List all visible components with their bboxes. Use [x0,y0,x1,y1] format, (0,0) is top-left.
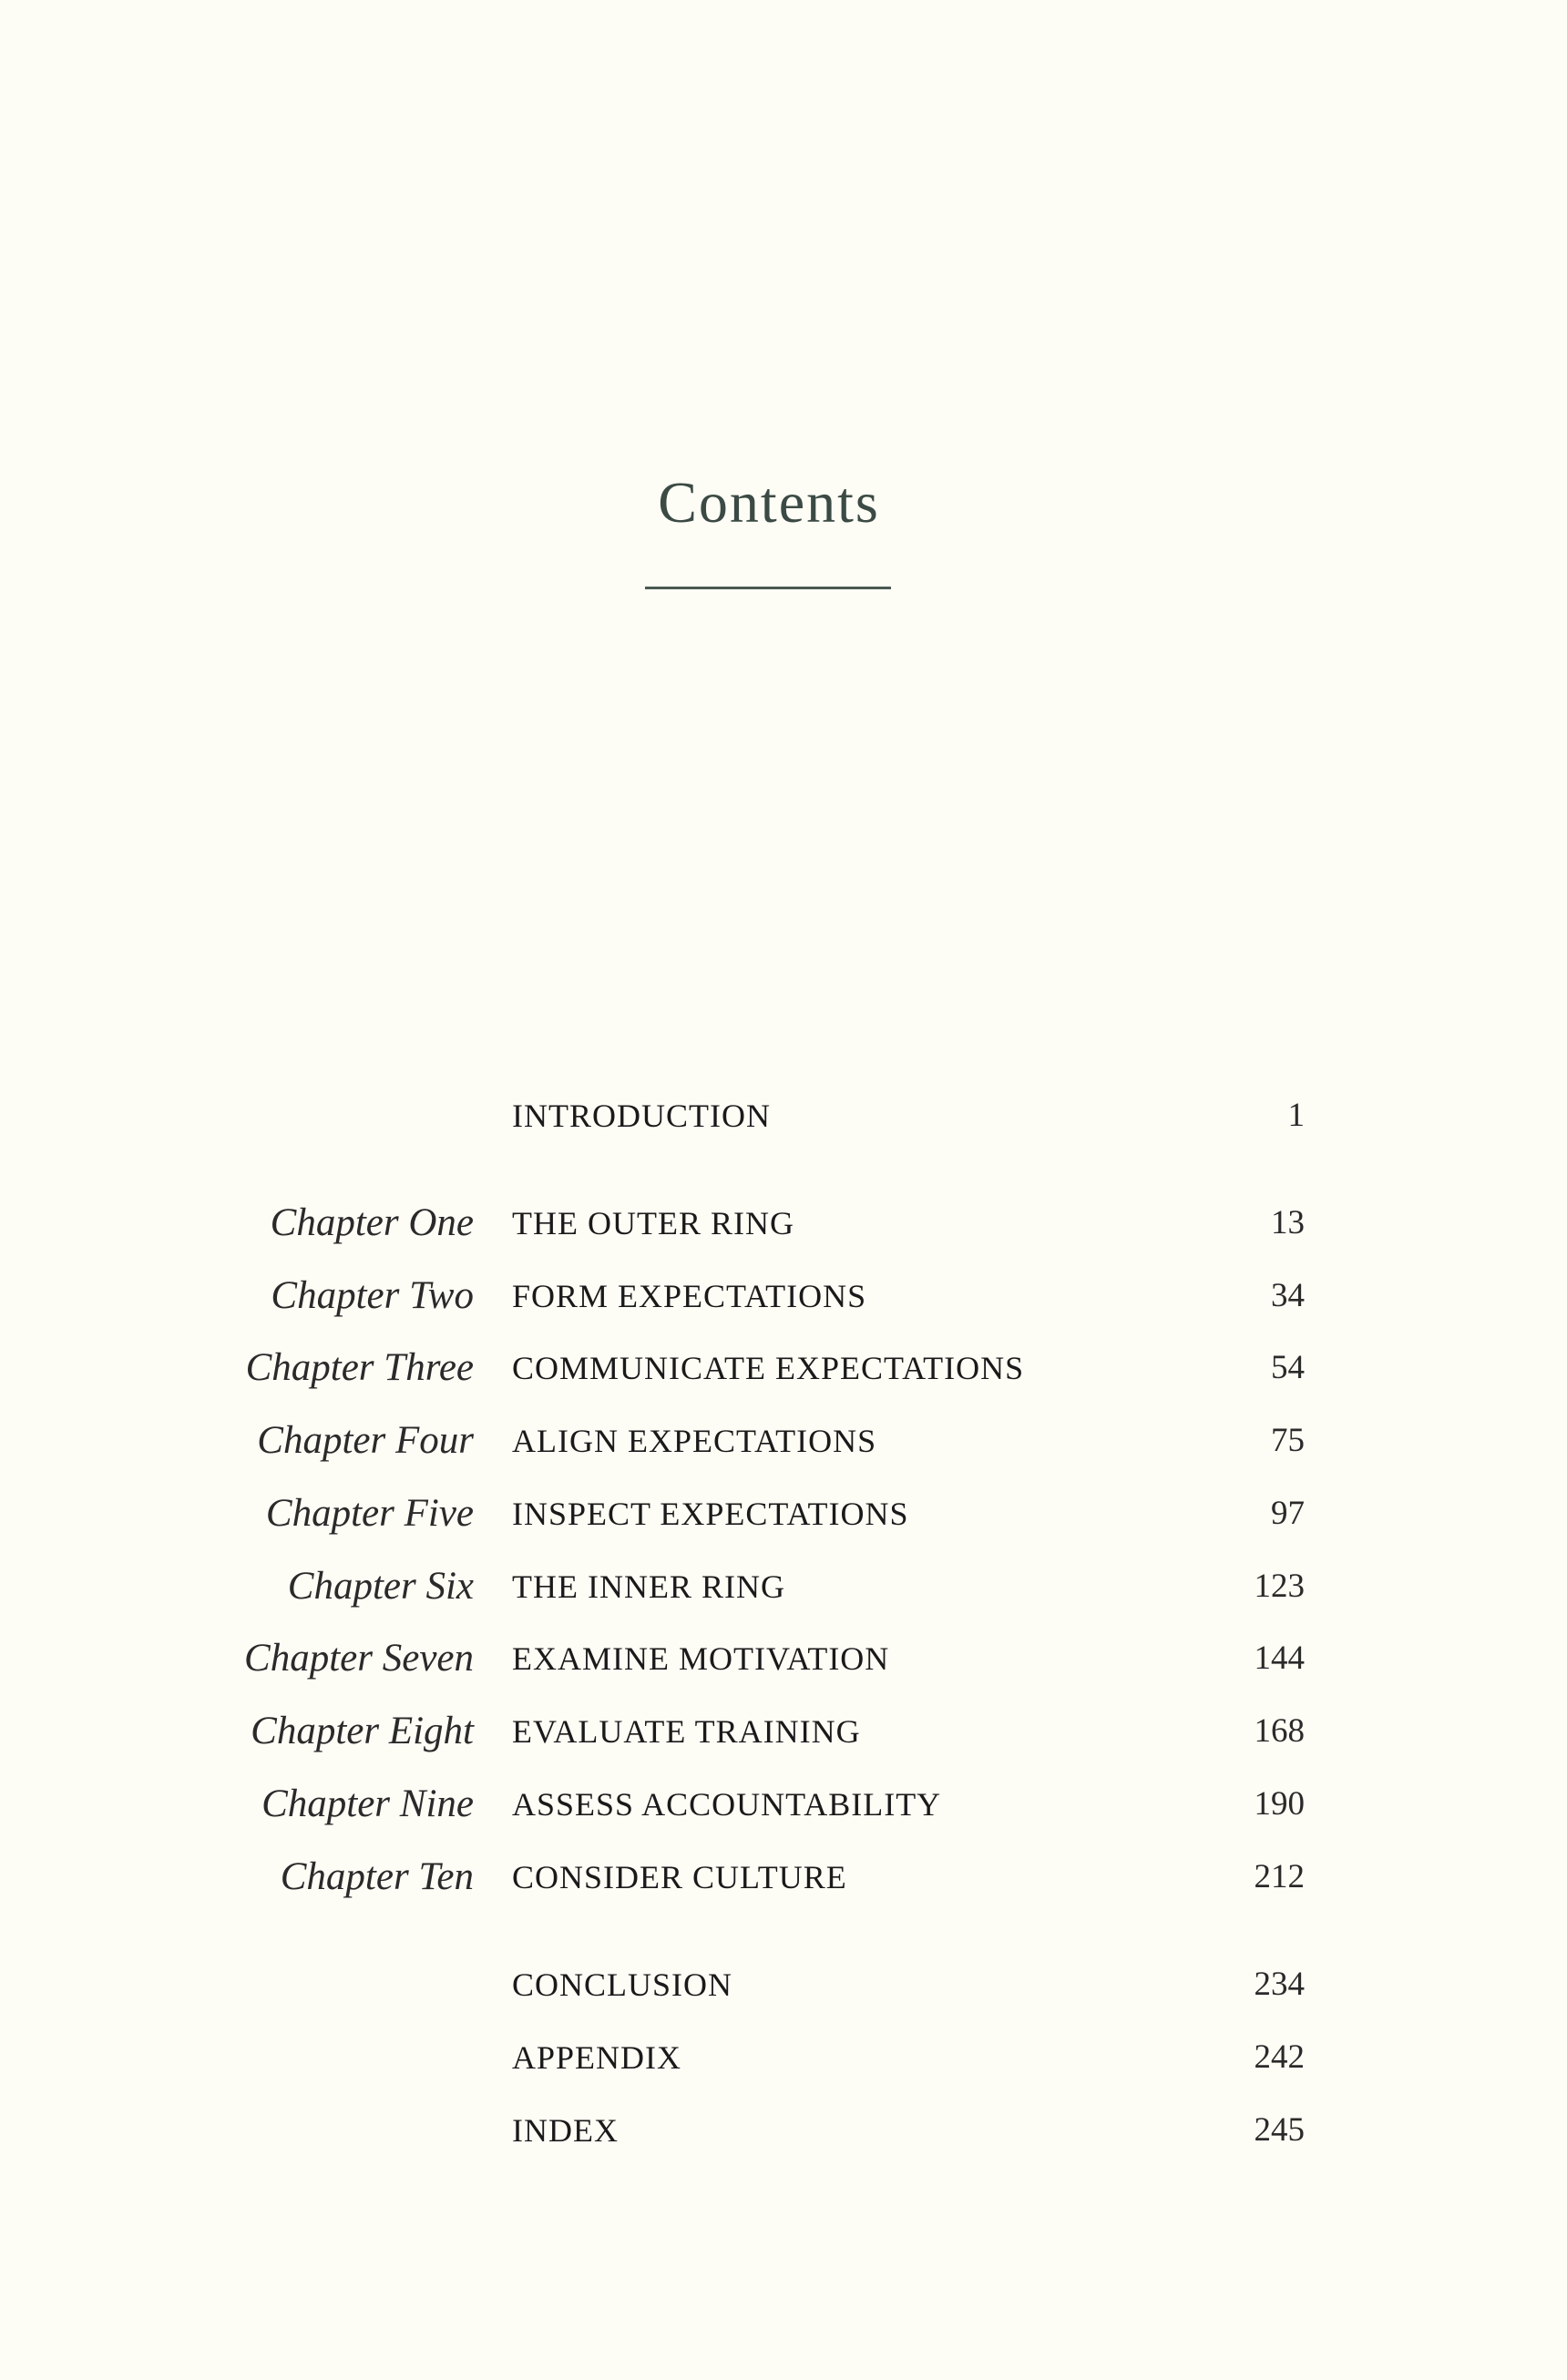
title-underline [645,587,891,589]
toc-entry [0,1486,1567,1541]
toc-page-number: 144 [1254,1639,1305,1677]
toc-chapter-label: Chapter Five [265,1492,474,1535]
toc-chapter-label: Chapter Six [287,1565,474,1608]
toc-entry-title: INDEX [512,2112,619,2149]
toc-chapter-label: Chapter Seven [244,1637,474,1680]
toc-entry [0,1559,1567,1614]
toc-entry [0,1269,1567,1323]
toc-page-number: 75 [1271,1422,1305,1459]
toc-entry-title: EVALUATE TRAINING [512,1713,861,1750]
toc-page-number: 190 [1254,1785,1305,1823]
toc-entry [0,1631,1567,1686]
toc-page-number: 245 [1254,2111,1305,2149]
toc-entry [0,1196,1567,1251]
toc-page-number: 1 [1287,1097,1305,1134]
toc-chapter-label: Chapter Two [271,1274,474,1317]
toc-entry [0,1414,1567,1468]
toc-page-number: 123 [1254,1568,1305,1605]
toc-chapter-label: Chapter One [270,1201,474,1244]
toc-chapter-label: Chapter Nine [261,1782,474,1825]
toc-entry [0,1704,1567,1759]
toc-entry-title: FORM EXPECTATIONS [512,1278,867,1314]
toc-entry [0,2103,1567,2158]
toc-page-number: 13 [1271,1204,1305,1241]
toc-page-number: 54 [1271,1349,1305,1386]
toc-entry-title: ALIGN EXPECTATIONS [512,1423,877,1459]
toc-chapter-label: Chapter Ten [280,1855,474,1898]
toc-entry [0,2030,1567,2085]
toc-entry-title: INSPECT EXPECTATIONS [512,1496,909,1532]
toc-entry-title: THE OUTER RING [512,1205,794,1241]
toc-entry [0,1957,1567,2012]
toc-page-number: 168 [1254,1712,1305,1750]
toc-entry-title: CONSIDER CULTURE [512,1859,847,1895]
toc-entry-title: EXAMINE MOTIVATION [512,1640,890,1677]
toc-entry-title: ASSESS ACCOUNTABILITY [512,1786,942,1823]
toc-entry [0,1088,1567,1143]
toc-page-number: 242 [1254,2038,1305,2076]
toc-entry-title: COMMUNICATE EXPECTATIONS [512,1350,1025,1386]
toc-entry-title: CONCLUSION [512,1966,733,2003]
toc-chapter-label: Chapter Four [257,1419,474,1462]
page-title: Contents [658,470,880,535]
toc-page-number: 212 [1254,1858,1305,1895]
toc-entry-title: APPENDIX [512,2039,682,2076]
toc-page-number: 34 [1271,1277,1305,1314]
toc-chapter-label: Chapter Eight [251,1710,474,1752]
toc-chapter-label: Chapter Three [245,1346,474,1389]
toc-entry-title: INTRODUCTION [512,1098,771,1134]
toc-page-number: 97 [1271,1495,1305,1532]
toc-page-number: 234 [1254,1966,1305,2003]
toc-entry-title: THE INNER RING [512,1568,785,1605]
toc-entry [0,1850,1567,1905]
toc-entry [0,1341,1567,1395]
toc-entry [0,1777,1567,1832]
